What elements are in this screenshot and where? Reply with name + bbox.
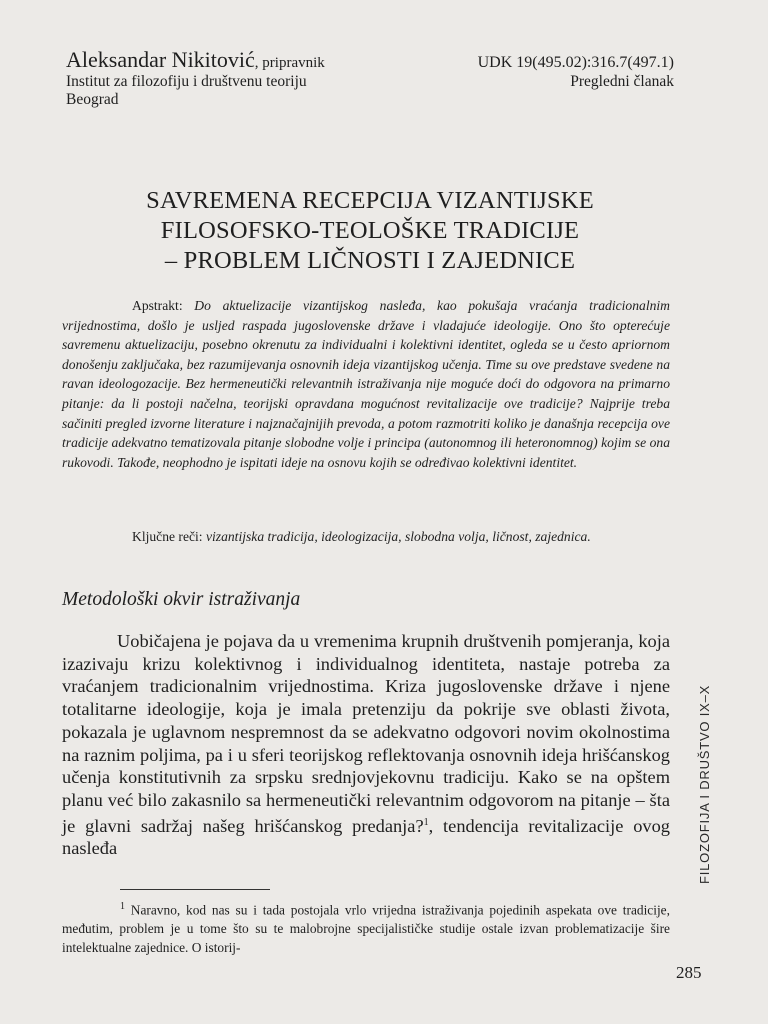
footnote-text: Naravno, kod nas su i tada postojala vrlo vrijedna istraživanja pojedinih aspekata ove tradicije, međutim, problem je u tome što su te malobrojne specijalističke studije ostale izvan problematizacije šire intelektualne zajednice. O istorij- — [62, 902, 670, 956]
footnote-ref: 1 — [423, 816, 429, 828]
keywords-label: Ključne reči: — [132, 529, 203, 544]
footnote-divider — [120, 889, 270, 890]
title-line: – PROBLEM LIČNOSTI I ZAJEDNICE — [164, 247, 576, 274]
abstract-text: Do aktuelizacije vizantijskog nasleđa, kao pokušaja vraćanja tradicionalnim vrijednostima, došlo je usljed raspada jugoslovenske države i vladajuće ideologije. Ono što opterećuje savremenu aktuelizaciju, posebno okrenutu za individualni i kolektivni identitet, ogleda se u često apriornom donošenju zaključaka, bez razumijevanja osnovnih ideja vizantijskog učenja. Time su ove predstave svedene na ravan ideologozacije. Bez hermeneutički relevantnih istraživanja nije moguće doći do odgovora na primarno pitanje: da li postoji načelna, teorijski opravdana mogućnost revitalizacije ove tradicije? Najprije treba sačiniti pregled izvorne literature i najznačajnijih prevoda, a potom razmotriti koliko je današnja recepcija ove tradicije adekvatno tematizovala pitanje slobodne volje i principa (autonomnog ili heteronomnog) kojim se ona rukovodi. Takođe, neophodno je ispitati ideje na osnovu kojih se određivao kolektivni identitet. — [62, 298, 670, 470]
title-line: FILOSOFSKO-TEOLOŠKE TRADICIJE — [160, 217, 580, 244]
title-line: SAVREMENA RECEPCIJA VIZANTIJSKE — [146, 187, 594, 214]
journal-side-label: FILOZOFIJA I DRUŠTVO IX–X — [697, 684, 712, 884]
article-header — [66, 47, 674, 109]
author-line — [66, 47, 325, 73]
footnote-number: 1 — [120, 901, 125, 912]
udk-code: UDK 19(495.02):316.7(497.1) — [477, 54, 674, 71]
footnote — [62, 897, 670, 957]
author-role: , pripravnik — [254, 55, 325, 71]
article-title — [60, 186, 680, 276]
article-type: Pregledni članak — [570, 73, 674, 90]
section-heading: Metodološki okvir istraživanja — [62, 589, 301, 610]
keywords — [62, 527, 670, 547]
keywords-text: vizantijska tradicija, ideologizacija, slobodna volja, ličnost, zajednica. — [205, 529, 591, 544]
body-paragraph: Uobičajena je pojava da u vremenima krupnih društvenih pomjeranja, koja izazivaju krizu kolektivnog i individualnog identiteta, nastaje potreba za vraćanjem tradicionalnim vrijednostima. Kriza jugoslovenske države i njene totalitarne ideologije, koja je imala pretenziju da pokrije sve oblasti života, pokazala je uglavnom nespremnost da se adekvatno odgovori novim okolnostima na raznim poljima, pa i u sferi teorijskog reflektovanja osnovnih ideja hrišćanskog učenja konstitutivnih za srpsku srednjovjekovnu tradiciju. Kako se na opštem planu već bilo zakasnilo sa hermeneutički relevantnim odgovorom na pitanje – šta je glavni sadržaj našeg hrišćanskog predanja? — [62, 631, 670, 836]
body-paragraph-end: , tendencija revitalizacije ovog nasleđa — [62, 815, 670, 859]
abstract — [62, 296, 670, 472]
institution: Institut za filozofiju i društvenu teoriju — [66, 73, 307, 90]
page-number: 285 — [676, 963, 702, 982]
author-name: Aleksandar Nikitović — [66, 47, 255, 72]
city: Beograd — [66, 91, 119, 108]
body-text — [62, 630, 670, 860]
abstract-label: Apstrakt: — [132, 298, 183, 313]
